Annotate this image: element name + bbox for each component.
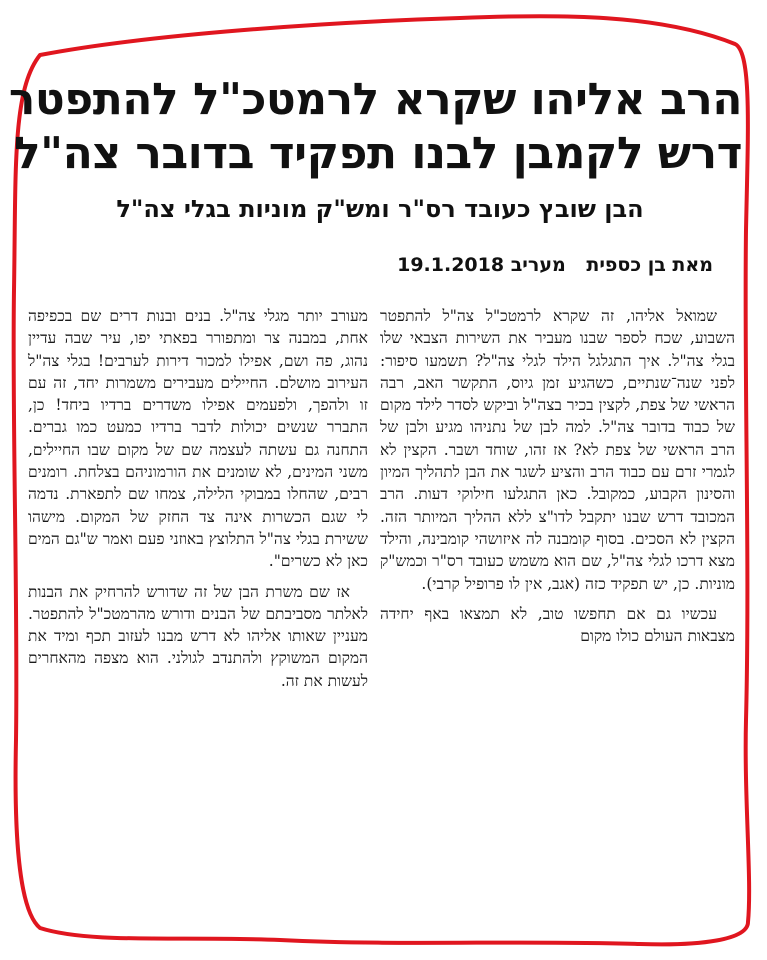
byline-author: מאת בן כספית [586, 254, 713, 276]
article-column-left [28, 305, 368, 700]
article-column-right [380, 305, 735, 655]
paragraph: שמואל אליהו, זה שקרא לרמטכ"ל צה"ל להתפטר השבוע, שכח לספר שבנו מעביר את השירות הצבאי שלו בגלי צה"ל. איך התגלגל הילד לגלי צה"ל? תשמעו סיפור: לפני שנה־שנתיים, כשהגיע זמן גיוס, התקשר האב, רבה הראשי של צפת, לקצין בכיר בצה"ל וביקש לסדר לילד מקום של כבוד בדובר צה"ל. למה לבן של נתניהו מגיע ולבן של הרב הראשי של צפת לא? אז זהו, שוחד ושבר. הקצין לא לגמרי זרם עם כבוד הרב והציע לשגר את הבן לתהליך המיון והסינון הקבוע, כמקובל. כאן התגלעו חילוקי דעות. הרב המכובד דרש שבנו יתקבל לדו"צ ללא ההליך המיותר הזה. הקצין לא הסכים. בסוף קומבנה לה איזושהי קומבינה, והילד מצא דרכו לגלי צה"ל, שם הוא משמש כעובד רס"ר וכמש"ק מוניות. כן, יש תפקיד כזה (אגב, אין לו פרופיל קרבי). [380, 307, 735, 593]
byline-source: מעריב 19.1.2018 [397, 254, 566, 276]
byline [383, 254, 713, 276]
paragraph: אז שם משרת הבן של זה שדורש להרחיק את הבנות לאלתר מסביבתם של הבנים ודורש מהרמטכ"ל להתפטר. מעניין שאותו אליהו לא דרש מבנו לעזוב תכף ומיד את המקום המשוקץ ולהתנדב לגולני. הוא מצפה מהאחרים לעשות את זה. [28, 582, 368, 690]
paragraph: עכשיו גם אם תחפשו טוב, לא תמצאו באף יחידה מצבאות העולם כולו מקום [380, 604, 735, 646]
headline-line-1: הרב אליהו שקרא לרמטכ"ל להתפטר [8, 74, 742, 125]
subheadline: הבן שובץ כעובד רס"ר ומש"ק מוניות בגלי צה"ל [116, 195, 644, 223]
headline-line-2: דרש לקמבן לבנו תפקיד בדובר צה"ל [14, 128, 742, 179]
paragraph: מעורב יותר מגלי צה"ל. בנים ובנות דרים שם בכפיפה אחת, במבנה צר ומתפורר בפאתי יפו, עיר שבה עדיין נהוג, פה ושם, אפילו למכור דירות לערבים! בגלי צה"ל העירוב מושלם. החיילים מעבירים משמרות יחד, זה עם זו ולהפך, ולפעמים אפילו משדרים ברדיו ביחד! כן, התברר שנשים יכולות לדבר ברדיו כמעט כמו גברים. התחנה גם עשתה לעצמה שם של מקום שבו החיילים, משני המינים, לא שומנים את הורמוניהם בצלחת. רומנים רבים, שהחלו במבוקי הלילה, צמחו שם לתפארת. נדמה לי שגם הכשרות אינה צד החזק של המקום. מישהו ששירת בגלי צה"ל התלוצץ באוזני פעם ואמר ש"גם המים כאן לא כשרים". [28, 307, 368, 571]
